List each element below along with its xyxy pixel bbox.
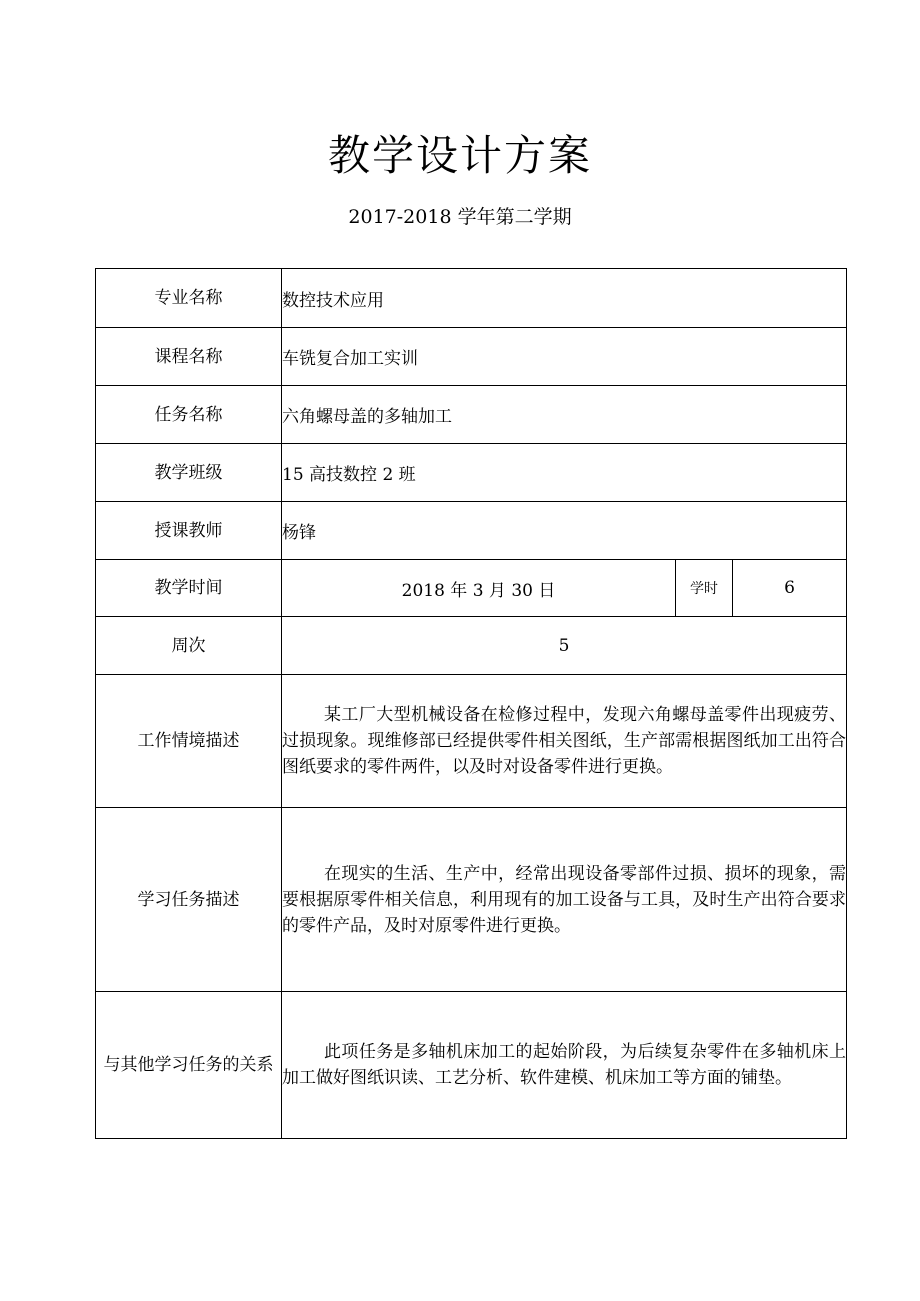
value-week: 5 [282,617,847,675]
label-time: 教学时间 [96,560,282,617]
value-class: 15 高技数控 2 班 [282,444,847,502]
label-hours: 学时 [676,560,733,617]
relation-text: 此项任务是多轴机床加工的起始阶段，为后续复杂零件在多轴机床上加工做好图纸识读、工艺分析、软件建模、机床加工等方面的铺垫。 [282,1042,847,1088]
label-class: 教学班级 [96,444,282,502]
learning-task-text: 在现实的生活、生产中，经常出现设备零部件过损、损坏的现象，需要根据原零件相关信息，利用现有的加工设备与工具，及时生产出符合要求的零件产品，及时对原零件进行更换。 [282,863,847,936]
row-task [96,386,847,444]
row-relation [96,992,847,1139]
label-teacher: 授课教师 [96,502,282,560]
value-task: 六角螺母盖的多轴加工 [282,386,847,444]
label-learning-task: 学习任务描述 [96,808,282,992]
value-hours: 6 [733,560,847,617]
value-course: 车铣复合加工实训 [282,328,847,386]
value-teacher: 杨锋 [282,502,847,560]
document-title: 教学设计方案 [327,131,592,180]
label-work-context: 工作情境描述 [96,675,282,808]
row-time [96,560,847,617]
label-task: 任务名称 [96,386,282,444]
label-week: 周次 [96,617,282,675]
row-course [96,328,847,386]
row-week [96,617,847,675]
label-major: 专业名称 [96,269,282,328]
value-learning-task [282,808,847,992]
teaching-design-table [95,268,847,1139]
semester-subtitle: 2017-2018 学年第二学期 [348,206,572,228]
row-learning-task [96,808,847,992]
row-class [96,444,847,502]
label-course: 课程名称 [96,328,282,386]
work-context-text: 某工厂大型机械设备在检修过程中，发现六角螺母盖零件出现疲劳、过损现象。现维修部已经提供零件相关图纸，生产部需根据图纸加工出符合图纸要求的零件两件，以及时对设备零件进行更换。 [282,705,847,777]
label-relation: 与其他学习任务的关系 [96,992,282,1139]
value-work-context [282,675,847,808]
row-teacher [96,502,847,560]
value-relation [282,992,847,1139]
value-major: 数控技术应用 [282,269,847,328]
row-major [96,269,847,328]
row-work-context [96,675,847,808]
value-time: 2018 年 3 月 30 日 [282,560,676,617]
